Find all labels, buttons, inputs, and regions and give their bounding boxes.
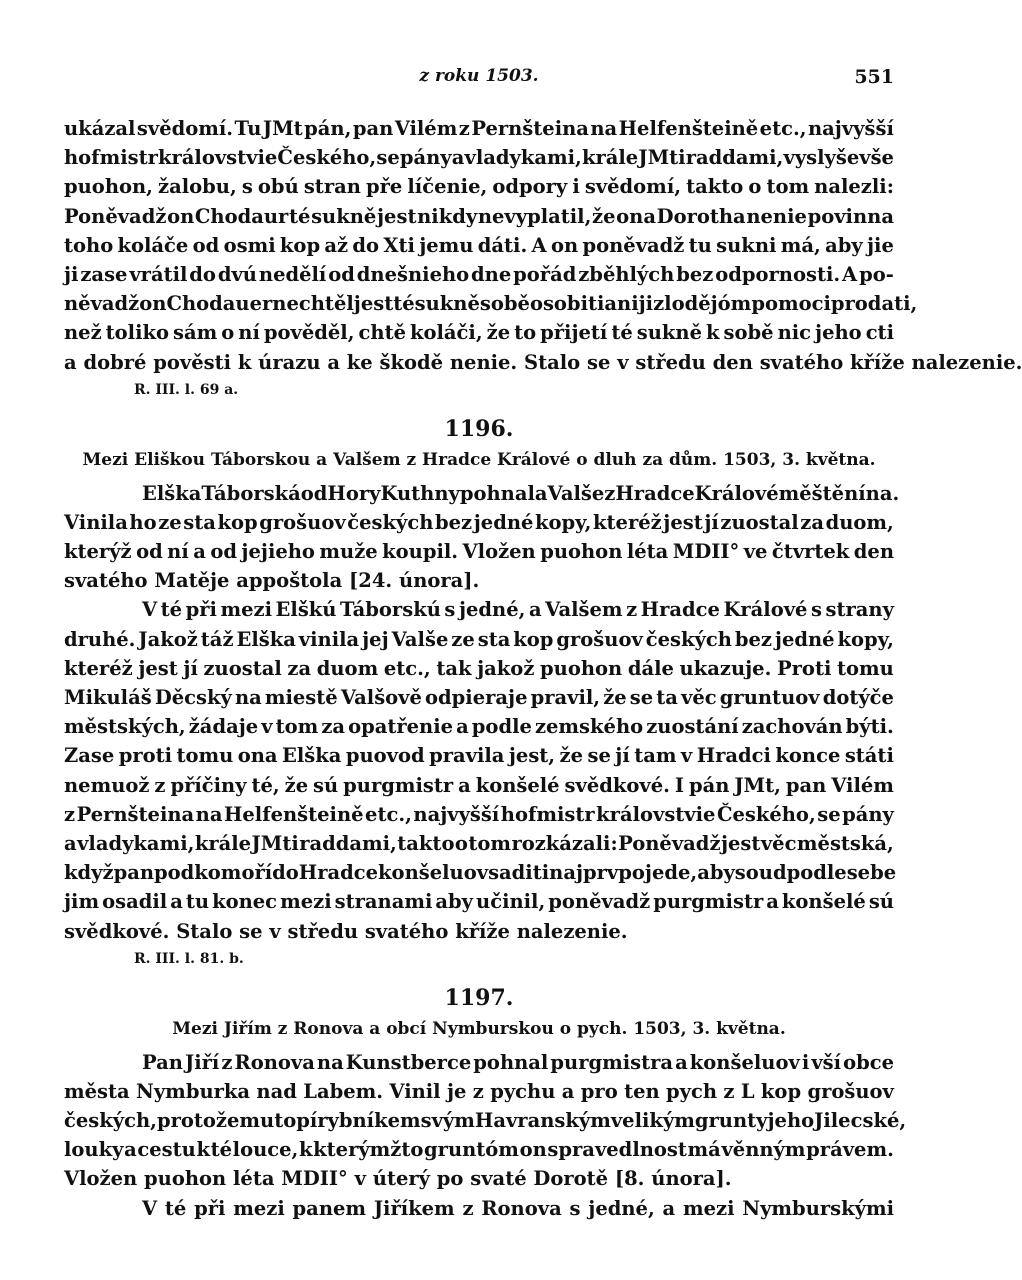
text-line: českých, protože mu topí rybníkem svým Havranským velikým grunty jeho Jilecské,	[64, 1109, 907, 1133]
text-line: Vložen puohon léta MDII° v úterý po svaté Dorotě [8. února].	[64, 1167, 732, 1191]
text-line: puohon, žalobu, s obú stran pře líčenie, odpory i svědomí, takto o tom nalezli:	[64, 175, 894, 199]
continuation-paragraph	[64, 114, 1022, 377]
page-header	[64, 66, 894, 96]
text-line: jim osadil a tu konec mezi stranami aby učinil, poněvadž purgmistr a konšelé sú	[64, 890, 894, 914]
text-line: Zase proti tomu ona Elška puovod pravila jest, že se jí tam v Hradci konce státi	[64, 744, 894, 768]
text-line: městských, žádaje v tom za opatřenie a podle zemského zuostání zachován býti.	[64, 715, 894, 739]
text-line: než toliko sám o ní pověděl, chtě koláči, že to přijetí té sukně k sobě nic jeho cti	[64, 321, 894, 345]
text-line: Vinila ho ze sta kop grošuov českých bez jedné kopy, kteréž jest jí zuostal za duom,	[64, 510, 894, 534]
running-title: z roku 1503.	[419, 66, 539, 86]
text-line: kterýž od ní a od jejieho muže koupil. Vložen puohon léta MDII° ve čtvrtek den	[64, 540, 894, 564]
text-line: města Nymburka nad Labem. Vinil je z pychu a pro ten pych z L kop grošuov	[64, 1079, 894, 1103]
text-line: když pan podkomoří do Hradce konšeluov saditi najprv pojede, aby soud podle sebe	[64, 861, 897, 885]
text-line: kteréž jest jí zuostal za duom etc., tak jakož puohon dále ukazuje. Proti tomu	[64, 656, 894, 680]
archival-reference: R. III. l. 81. b.	[134, 950, 244, 967]
text-line: V té při mezi Elškú Táborskú s jedné, a Valšem z Hradce Králové s strany	[142, 598, 894, 622]
text-line: a vladykami, krále JMti raddami, takto o tom rozkázali: Poněvadž jest věc městská,	[64, 831, 894, 855]
text-line: Elška Táborská od Hory Kuthny pohnala Valše z Hradce Králové měštěnína.	[142, 481, 900, 505]
archival-reference: R. III. l. 69 a.	[134, 381, 239, 398]
entry-1197	[64, 978, 907, 1223]
entry-text	[64, 479, 900, 946]
text-line: ukázal svědomí. Tu JMt pán, pan Vilém z Pernšteina na Helfenšteině etc., najvyšší	[64, 117, 894, 140]
text-line: Mikuláš Děcský na miestě Valšově odpieraje pravil, že se ta věc gruntuov dotýče	[64, 686, 894, 709]
text-line: Pan Jiří z Ronova na Kunstberce pohnal purgmistra a konšeluov i vší obce	[142, 1050, 894, 1074]
text-line: a dobré pověsti k úrazu a ke škodě nenie. Stalo se v středu den svatého kříže nalezenie.	[64, 350, 1022, 374]
text-line: druhé. Jakož táž Elška vinila jej Valše ze sta kop grošuov českých bez jedné kopy,	[64, 627, 894, 651]
text-line: louky a cestu k té louce, k kterýmžto gruntóm on spravedlnost má věnným právem.	[64, 1138, 894, 1162]
text-line: toho koláče od osmi kop až do Xti jemu dáti. A on poněvadž tu sukni má, aby jie	[64, 233, 894, 257]
body-text	[64, 114, 1022, 1223]
text-line: Poněvadž on Chodaur té sukně jest nikdy nevyplatil, že ona Dorotha nenie povinna	[64, 204, 894, 228]
text-line: nemuož z příčiny té, že sú purgmistr a konšelé svědkové. I pán JMt, pan Vilém	[64, 773, 894, 797]
page-number: 551	[854, 66, 894, 88]
text-line: z Pernšteina na Helfenšteině etc., najvyšší hofmistr královstvie Českého, se pány	[64, 802, 894, 826]
entry-text	[64, 1048, 907, 1223]
entry-summary: Mezi Jiřím z Ronova a obcí Nymburskou o pych. 1503, 3. května.	[172, 1018, 786, 1039]
text-line: svatého Matěje appoštola [24. února].	[64, 569, 480, 593]
text-line: ji zase vrátil do dvú nedělí od dnešnieho dne pořád zběhlých bez odpornosti. A po-	[64, 262, 894, 286]
entry-1196	[64, 409, 900, 972]
text-line: svědkové. Stalo se v středu svatého kříže nalezenie.	[64, 919, 628, 943]
entry-number: 1196.	[444, 415, 514, 442]
text-line: V té při mezi panem Jiříkem z Ronova s jedné, a mezi Nymburskými	[142, 1196, 894, 1220]
text-line: hofmistr královstvie Českého, se pány a vladykami, krále JMti raddami, vyslyševše	[64, 146, 894, 170]
entry-number: 1197.	[444, 984, 514, 1011]
entry-summary: Mezi Eliškou Táborskou a Valšem z Hradce Králové o dluh za dům. 1503, 3. května.	[82, 449, 876, 470]
text-line: něvadž on Chodauer nechtěl jest té sukně sobě osobiti ani ji zlodějóm pomoci prodati,	[64, 292, 918, 316]
